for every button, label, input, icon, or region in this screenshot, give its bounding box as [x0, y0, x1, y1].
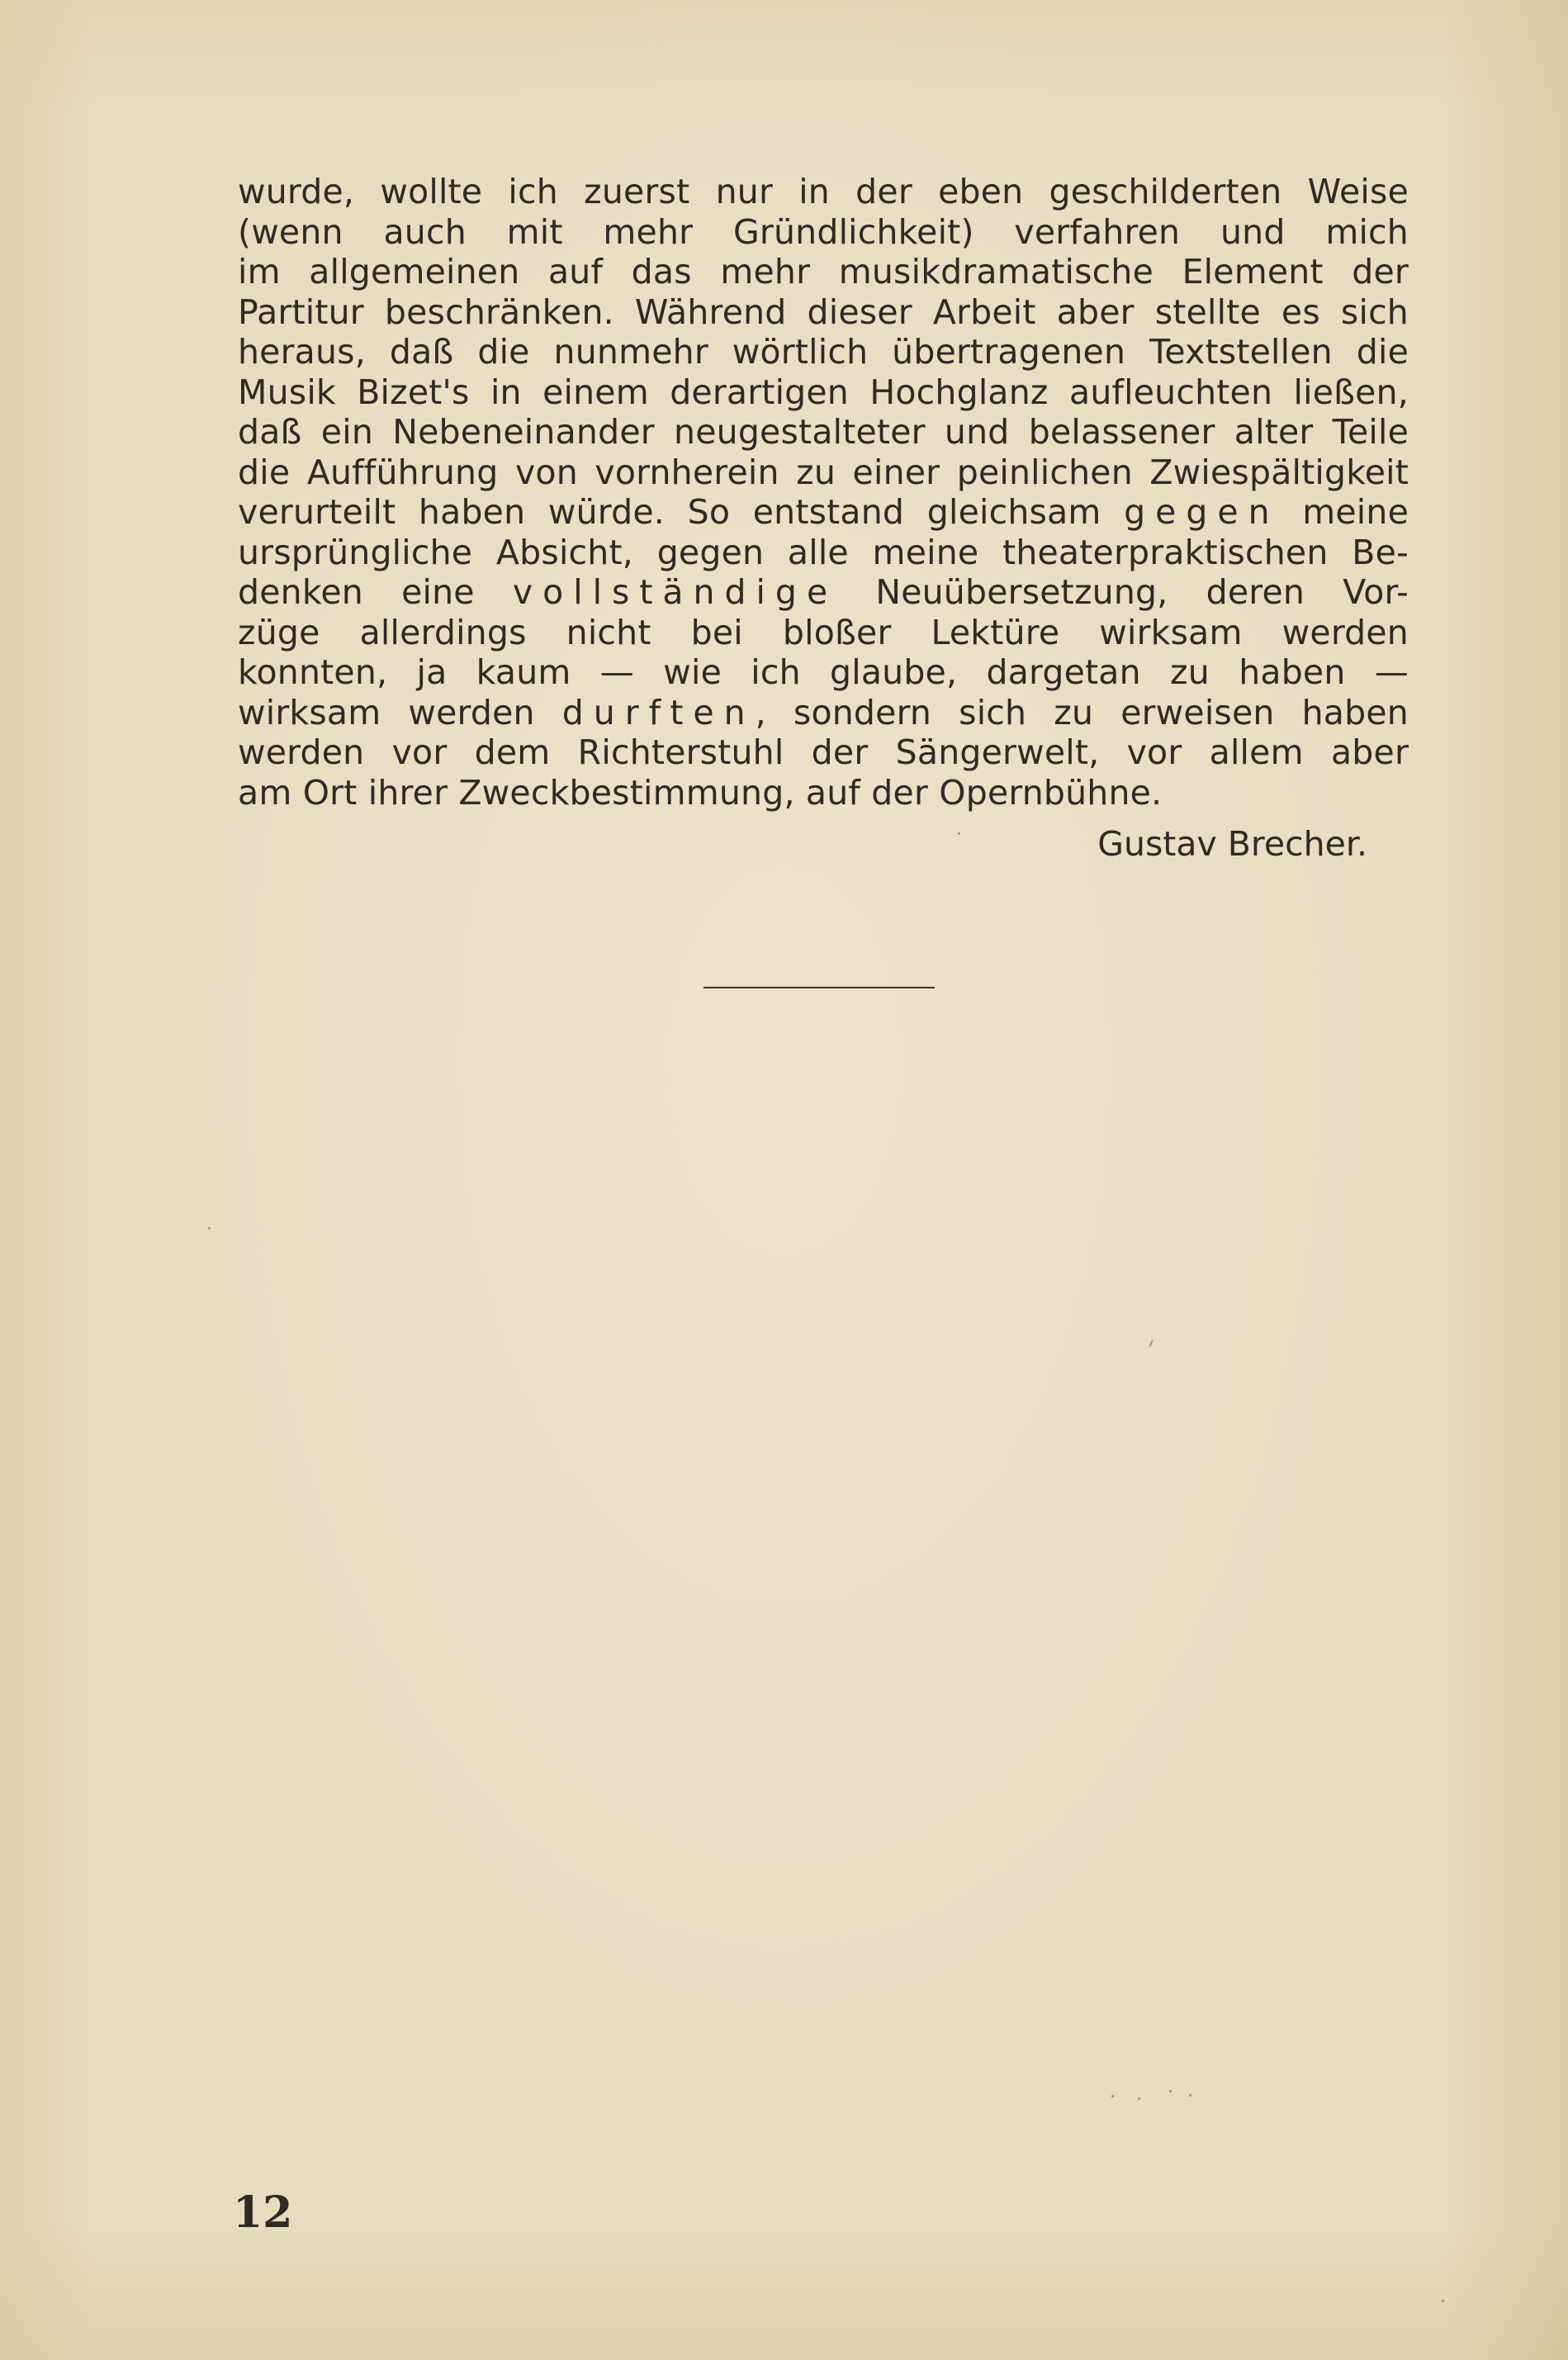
text-line: (wenn auch mit mehr Gründlichkeit) verfahren und mich: [238, 211, 1409, 252]
text-line: am Ort ihrer Zweckbestimmung, auf der Opernbühne.: [238, 772, 1163, 813]
text-line-with-spaced-word: [238, 492, 1409, 533]
page-number: 12: [233, 2187, 293, 2238]
paper-speck: [1149, 1339, 1153, 1348]
text-line: heraus, daß die nunmehr wörtlich übertragenen Textstellen die: [238, 332, 1409, 372]
text-fragment: Neuübersetzung, deren Vor-: [837, 572, 1409, 612]
spaced-emphasis-word: durften: [561, 692, 756, 732]
text-line-with-spaced-word: [238, 693, 1409, 733]
spaced-emphasis-word: vollständige: [512, 572, 838, 612]
text-fragment: , sondern sich zu erweisen haben: [755, 692, 1409, 732]
text-line: die Aufführung von vornherein zu einer peinlichen Zwiespältigkeit: [238, 452, 1409, 492]
text-fragment: denken eine: [238, 572, 513, 612]
text-line-with-spaced-word: [238, 572, 1409, 613]
text-line: ursprüngliche Absicht, gegen alle meine theaterpraktischen Be-: [238, 532, 1409, 572]
text-line: wurde, wollte ich zuerst nur in der eben geschilderten Weise: [238, 172, 1409, 211]
text-fragment: wirksam werden: [238, 692, 562, 732]
spaced-emphasis-word: gegen: [1124, 492, 1280, 532]
body-text: [238, 172, 1409, 813]
paper-speck: [208, 1227, 211, 1230]
text-fragment: verurteilt haben würde. So entstand gleichsam: [238, 492, 1125, 532]
text-line: züge allerdings nicht bei bloßer Lektüre wirksam werden: [238, 612, 1409, 652]
author-signature: Gustav Brecher.: [1097, 824, 1367, 864]
text-line: im allgemeinen auf das mehr musikdramatische Element der: [238, 252, 1409, 291]
paper-speck: [1189, 2094, 1191, 2097]
section-divider-rule: [703, 987, 935, 988]
paper-speck: [1169, 2090, 1172, 2092]
text-line: Musik Bizet's in einem derartigen Hochglanz aufleuchten ließen,: [238, 372, 1409, 412]
text-line: konnten, ja kaum — wie ich glaube, dargetan zu haben —: [238, 652, 1409, 692]
paper-speck: [1442, 2300, 1444, 2302]
paper-speck: [958, 832, 960, 835]
text-line: werden vor dem Richterstuhl der Sängerwelt, vor allem aber: [238, 732, 1409, 772]
paper-speck: [1111, 2095, 1114, 2097]
text-line: Partitur beschränken. Während dieser Arbeit aber stellte es sich: [238, 291, 1409, 332]
paper-speck: [1138, 2097, 1140, 2100]
text-fragment: meine: [1279, 492, 1409, 532]
text-line: daß ein Nebeneinander neugestalteter und belassener alter Teile: [238, 412, 1409, 452]
